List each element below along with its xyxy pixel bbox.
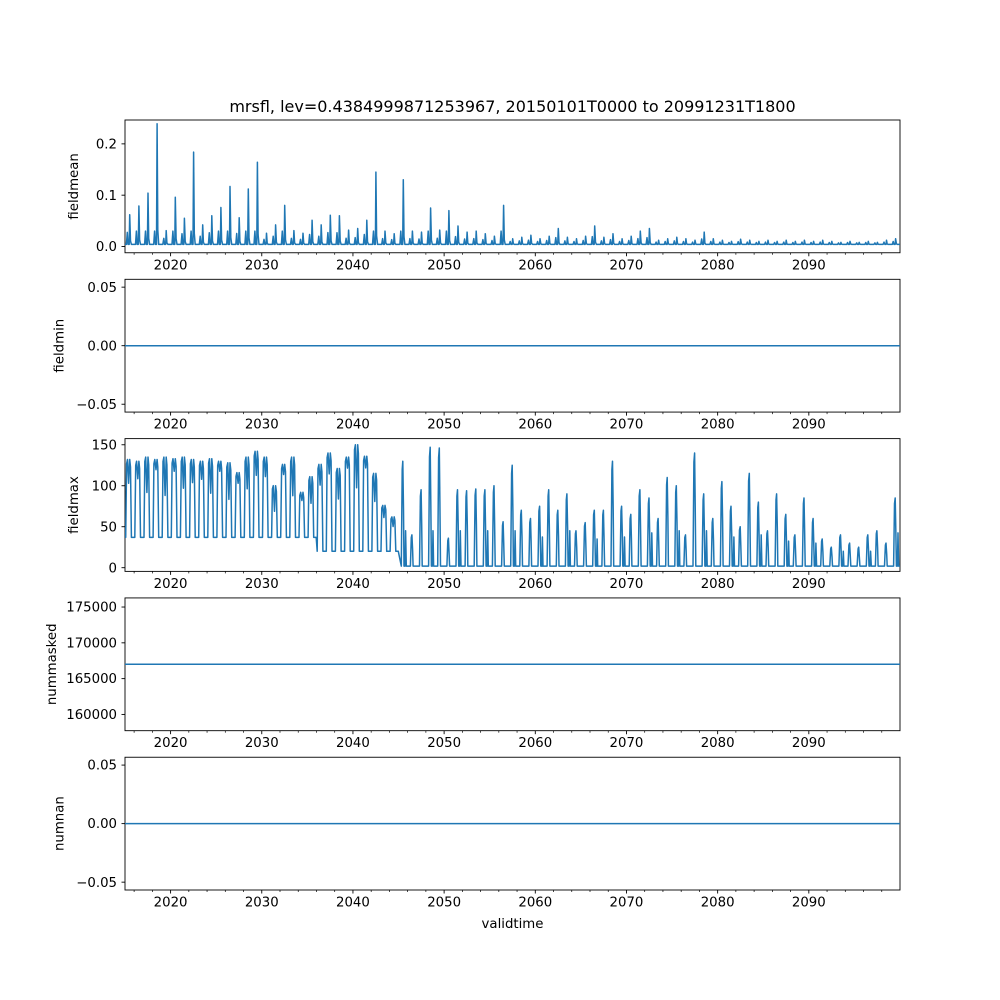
x-tick-label: 2020 xyxy=(153,895,188,911)
x-tick-label: 2080 xyxy=(700,895,735,911)
x-tick-label: 2060 xyxy=(518,417,553,433)
x-tick-label: 2060 xyxy=(518,258,553,274)
y-axis-label-fieldmax: fieldmax xyxy=(67,476,83,534)
x-tick-label: 2040 xyxy=(336,258,370,274)
x-axis-label: validtime xyxy=(481,917,544,932)
y-axis-label-numnan: numnan xyxy=(52,796,68,852)
x-tick-label: 2020 xyxy=(153,258,188,274)
x-tick-label: 2020 xyxy=(153,417,188,433)
x-tick-label: 2090 xyxy=(791,258,826,274)
y-tick-label: 165000 xyxy=(66,672,117,688)
figure-title: mrsfl, lev=0.4384999871253967, 20150101T0000 to 20991231T1800 xyxy=(229,97,796,116)
x-tick-label: 2080 xyxy=(700,417,735,433)
x-tick-label: 2070 xyxy=(609,417,644,433)
x-tick-label: 2090 xyxy=(791,417,826,433)
y-tick-label: 150 xyxy=(91,438,117,454)
y-tick-label: 160000 xyxy=(66,708,117,724)
x-tick-label: 2090 xyxy=(791,736,826,752)
x-tick-label: 2060 xyxy=(518,895,553,911)
x-tick-label: 2030 xyxy=(244,895,279,911)
x-tick-label: 2080 xyxy=(700,576,735,592)
x-tick-label: 2030 xyxy=(244,576,279,592)
y-tick-label: 50 xyxy=(100,520,117,536)
x-tick-label: 2070 xyxy=(609,258,644,274)
y-tick-label: 100 xyxy=(91,479,117,495)
y-axis-label-fieldmean: fieldmean xyxy=(67,153,83,220)
x-tick-label: 2020 xyxy=(153,736,188,752)
subplot-fieldmin xyxy=(53,279,901,432)
y-tick-label: −0.05 xyxy=(76,875,117,891)
x-tick-label: 2060 xyxy=(518,736,553,752)
y-tick-label: 0.05 xyxy=(87,758,117,774)
y-tick-label: 175000 xyxy=(66,600,117,616)
x-tick-label: 2090 xyxy=(791,895,826,911)
y-tick-label: 0.0 xyxy=(95,240,117,256)
fieldmax-series-line xyxy=(125,445,900,566)
x-tick-label: 2050 xyxy=(427,258,462,274)
y-tick-label: 0 xyxy=(108,561,117,577)
x-tick-label: 2030 xyxy=(244,258,279,274)
x-tick-label: 2090 xyxy=(791,576,826,592)
y-tick-label: −0.05 xyxy=(76,397,117,413)
x-tick-label: 2040 xyxy=(336,417,370,433)
x-tick-label: 2030 xyxy=(244,736,279,752)
y-tick-label: 0.00 xyxy=(87,339,117,355)
x-tick-label: 2030 xyxy=(244,417,279,433)
x-tick-label: 2050 xyxy=(427,417,462,433)
axes-frame xyxy=(125,120,900,253)
x-tick-label: 2040 xyxy=(336,895,370,911)
y-axis-label-nummasked: nummasked xyxy=(45,623,61,706)
x-tick-label: 2070 xyxy=(609,736,644,752)
subplot-fieldmax xyxy=(67,438,900,592)
fieldmean-series-line xyxy=(125,124,900,245)
x-tick-label: 2040 xyxy=(336,736,370,752)
x-tick-label: 2050 xyxy=(427,736,462,752)
x-tick-label: 2080 xyxy=(700,736,735,752)
y-axis-label-fieldmin: fieldmin xyxy=(52,318,68,373)
y-tick-label: 0.1 xyxy=(95,188,117,204)
x-tick-label: 2070 xyxy=(609,576,644,592)
subplot-numnan xyxy=(53,757,901,910)
x-tick-label: 2050 xyxy=(427,576,462,592)
x-tick-label: 2070 xyxy=(609,895,644,911)
y-tick-label: 0.00 xyxy=(87,817,117,833)
y-tick-label: 170000 xyxy=(66,636,117,652)
y-tick-label: 0.2 xyxy=(95,137,117,153)
subplot-fieldmean xyxy=(67,120,900,273)
x-tick-label: 2080 xyxy=(700,258,735,274)
y-tick-label: 0.05 xyxy=(87,280,117,296)
x-tick-label: 2050 xyxy=(427,895,462,911)
x-tick-label: 2040 xyxy=(336,576,370,592)
subplot-nummasked xyxy=(45,598,900,751)
x-tick-label: 2020 xyxy=(153,576,188,592)
x-tick-label: 2060 xyxy=(518,576,553,592)
